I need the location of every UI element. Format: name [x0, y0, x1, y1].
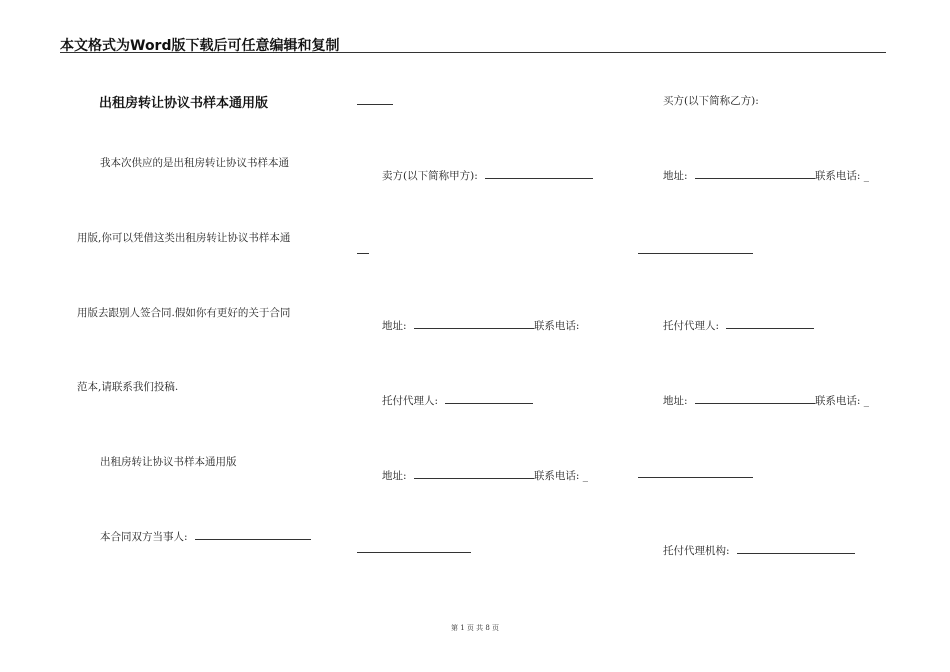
intro-line-4: 范本,请联系我们投稿. [77, 381, 179, 393]
seller-agent-row [382, 393, 533, 408]
seller-blank [485, 168, 593, 179]
blank-line [638, 253, 753, 254]
address-blank [414, 318, 534, 329]
phone-label: 联系电话: _ [533, 470, 589, 482]
agent-blank [726, 318, 814, 329]
buyer-label: 买方(以下简称乙方): [663, 95, 759, 107]
phone-label: 联系电话: _ [814, 395, 870, 407]
agency-row [663, 543, 855, 558]
parties-row [100, 529, 311, 544]
blank-line [638, 477, 753, 478]
address-label: 地址: [663, 170, 688, 182]
seller-label: 卖方(以下简称甲方): [382, 170, 478, 182]
address-label: 地址: [382, 320, 407, 332]
page-number: 第 1 页 共 8 页 [450, 624, 500, 632]
agency-blank [737, 543, 855, 554]
parties-label: 本合同双方当事人: [100, 531, 188, 543]
agent-blank [445, 393, 533, 404]
seller-address-row [382, 318, 579, 333]
blank-line [357, 104, 393, 105]
address-blank [695, 168, 815, 179]
buyer-agent-row [663, 318, 814, 333]
phone-label: 联系电话: [533, 320, 580, 332]
address-label: 地址: [382, 470, 407, 482]
phone-label: 联系电话: _ [814, 170, 870, 182]
agency-label: 托付代理机构: [663, 545, 730, 557]
document-header: 本文格式为Word版下载后可任意编辑和复制 [60, 38, 340, 54]
address-blank [414, 468, 534, 479]
section-subtitle: 出租房转让协议书样本通用版 [100, 456, 237, 468]
seller-agent-address-row [382, 468, 588, 483]
buyer-agent-address-row [663, 393, 869, 408]
agent-label: 托付代理人: [382, 395, 439, 407]
address-label: 地址: [663, 395, 688, 407]
intro-line-3: 用版去跟别人签合同.假如你有更好的关于合同 [77, 307, 291, 319]
header-divider [60, 52, 886, 53]
parties-blank [195, 529, 311, 540]
intro-line-1: 我本次供应的是出租房转让协议书样本通 [100, 157, 289, 169]
blank-line [357, 552, 471, 553]
blank-line [357, 253, 369, 254]
address-blank [695, 393, 815, 404]
document-title: 出租房转让协议书样本通用版 [99, 96, 269, 111]
intro-line-2: 用版,你可以凭借这类出租房转让协议书样本通 [77, 232, 291, 244]
seller-row [382, 168, 593, 183]
buyer-address-row [663, 168, 869, 183]
agent-label: 托付代理人: [663, 320, 720, 332]
